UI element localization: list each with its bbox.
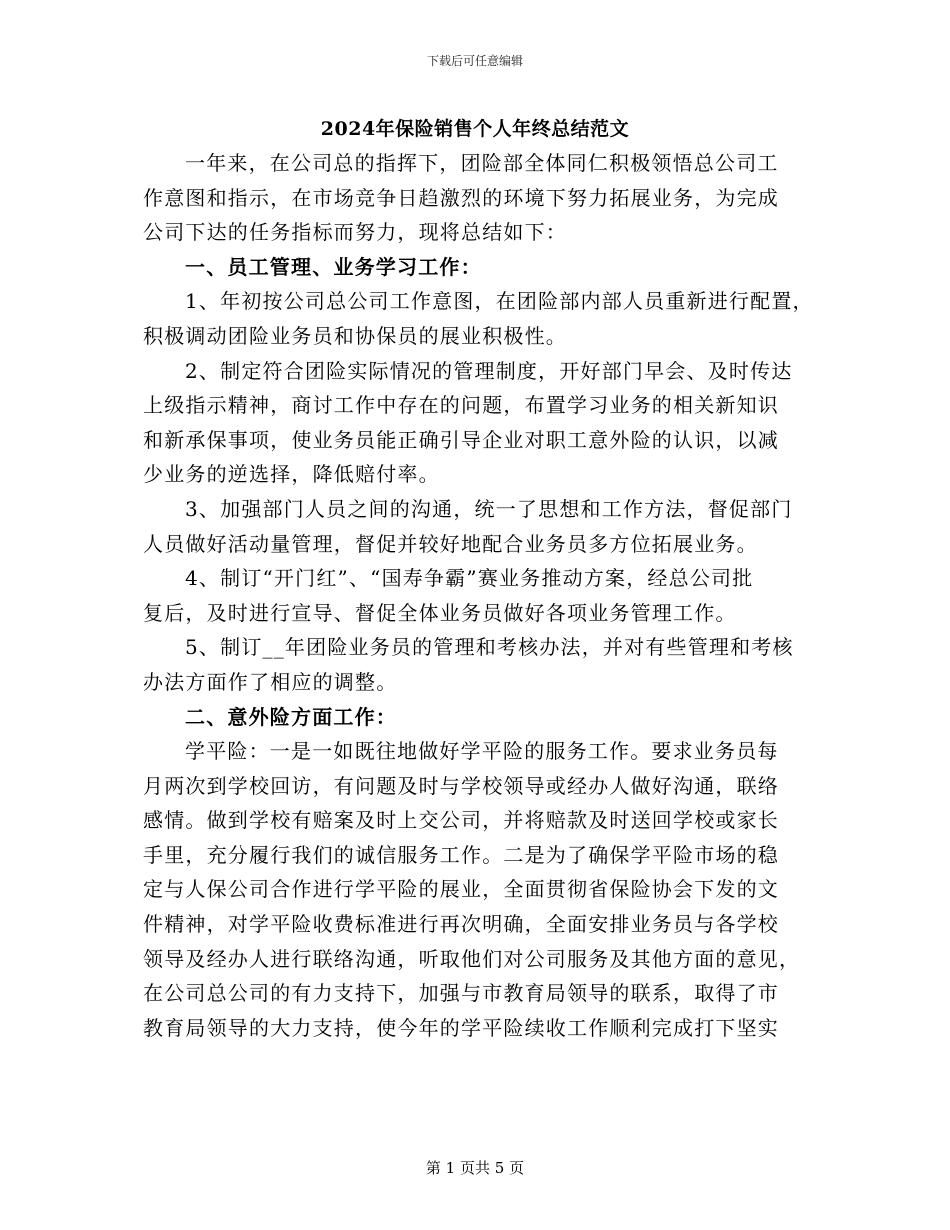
section-heading: 一、员工管理、业务学习工作： [185,254,482,279]
document-title: 2024年保险销售个人年终总结范文 [320,118,630,140]
body-line: 4、制订“开门红”、“国寿争霸”赛业务推动方案，经总公司批 [185,566,754,591]
body-line: 办法方面作了相应的调整。 [143,669,398,694]
body-line: 手里，充分履行我们的诚信服务工作。二是为了确保学平险市场的稳 [143,842,779,867]
body-line: 2、制定符合团险实际情况的管理制度，开好部门早会、及时传达 [185,358,793,383]
body-line: 作意图和指示，在市场竞争日趋激烈的环境下努力拓展业务，为完成 [143,185,779,210]
body-line: 3、加强部门人员之间的沟通，统一了思想和工作方法，督促部门 [185,496,793,521]
body-line: 少业务的逆选择，降低赔付率。 [143,462,440,487]
body-line: 领导及经办人进行联络沟通，听取他们对公司服务及其他方面的意见， [143,946,801,971]
body-line: 月两次到学校回访，有问题及时与学校领导或经办人做好沟通，联络 [143,773,779,798]
body-line: 感情。做到学校有赔案及时上交公司，并将赔款及时送回学校或家长 [143,808,779,833]
document-body [143,146,823,1045]
body-line: 教育局领导的大力支持，使今年的学平险续收工作顺利完成打下坚实 [143,1015,779,1040]
body-line: 上级指示精神，商讨工作中存在的问题，布置学习业务的相关新知识 [143,393,779,418]
body-line: 积极调动团险业务员和协保员的展业积极性。 [143,323,567,348]
section-heading: 二、意外险方面工作： [185,704,397,729]
body-line: 件精神，对学平险收费标准进行再次明确，全面安排业务员与各学校 [143,912,779,937]
body-line: 一年来，在公司总的指挥下，团险部全体同仁积极领悟总公司工 [185,151,779,175]
body-line: 在公司总公司的有力支持下，加强与市教育局领导的联系，取得了市 [143,981,779,1006]
body-line: 和新承保事项，使业务员能正确引导企业对职工意外险的认识，以减 [143,427,779,452]
body-line: 公司下达的任务指标而努力，现将总结如下： [143,220,567,245]
body-line: 人员做好活动量管理，督促并较好地配合业务员多方位拓展业务。 [143,531,758,556]
body-line: 学平险：一是一如既往地做好学平险的服务工作。要求业务员每 [185,739,779,764]
body-line: 定与人保公司合作进行学平险的展业，全面贯彻省保险协会下发的文 [143,877,779,902]
body-line: 复后，及时进行宣导、督促全体业务员做好各项业务管理工作。 [143,600,737,625]
body-line: 1、年初按公司总公司工作意图，在团险部内部人员重新进行配置， [185,289,814,314]
page-number-footer: 第 1 页共 5 页 [425,1159,525,1177]
page-header-note: 下载后可任意编辑 [426,54,523,68]
body-line: 5、制订__年团险业务员的管理和考核办法，并对有些管理和考核 [185,635,794,660]
